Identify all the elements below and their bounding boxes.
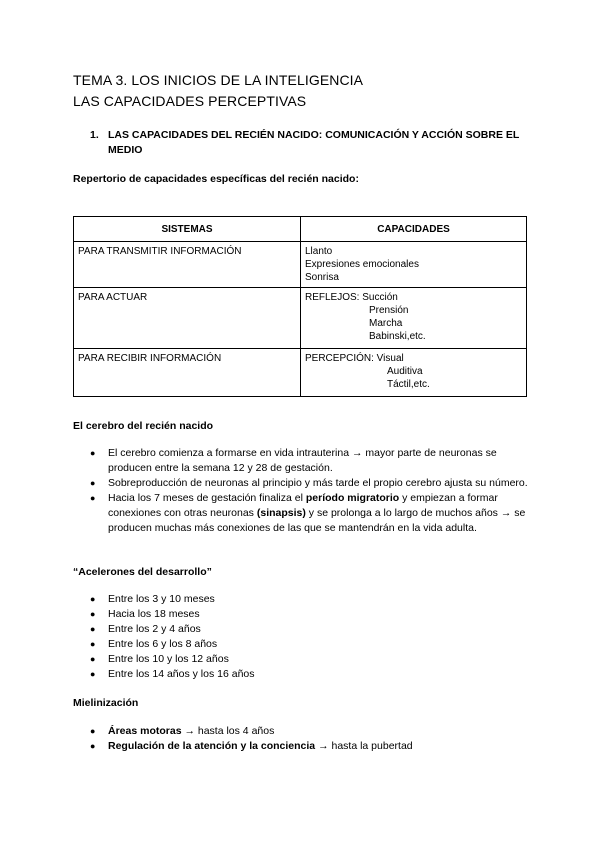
bullet-icon: ● — [90, 609, 96, 619]
capacities-cell — [301, 288, 527, 349]
bullet-icon: ● — [90, 741, 96, 751]
mielinizacion-heading: Mielinización — [73, 697, 139, 709]
cerebro-heading: El cerebro del recién nacido — [73, 420, 214, 432]
table-row — [74, 242, 527, 288]
list-item-text: Hacia los 7 meses de gestación finaliza el — [108, 492, 306, 504]
list-item-text: Entre los 6 y los 8 años — [108, 638, 218, 650]
bullet-icon: ● — [90, 726, 96, 736]
bold-term: (sinapsis) — [256, 507, 306, 519]
capacity-item: Expresiones emocionales — [305, 259, 419, 270]
list-item-text: El cerebro comienza a formarse en vida intrauterina → mayor parte de neuronas se producen entre la semana 12 y 28 de gestación. — [108, 447, 497, 474]
list-item-text: y empiezan a formar conexiones con otras neuronas — [108, 492, 498, 519]
list-item — [90, 724, 530, 739]
system-cell: PARA TRANSMITIR INFORMACIÓN — [74, 242, 301, 288]
acelerones-list — [90, 592, 530, 682]
list-item-text: → hasta la pubertad — [315, 740, 413, 752]
list-item-text: Entre los 10 y los 12 años — [108, 653, 229, 665]
capacity-item: Llanto — [305, 246, 333, 257]
bullet-icon: ● — [90, 478, 96, 488]
bullet-icon: ● — [90, 639, 96, 649]
list-item-text: Entre los 14 años y los 16 años — [108, 668, 255, 680]
list-item-text: Entre los 3 y 10 meses — [108, 593, 215, 605]
list-item-text: Hacia los 18 meses — [108, 608, 200, 620]
capacity-item: Babinski,etc. — [369, 331, 426, 342]
section-1-heading — [90, 128, 530, 158]
acelerones-heading: “Acelerones del desarrollo” — [73, 566, 212, 578]
list-item-text: → hasta los 4 años — [181, 725, 275, 737]
bullet-icon: ● — [90, 624, 96, 634]
capacity-item: Auditiva — [387, 366, 423, 377]
capacity-item: Prensión — [369, 305, 409, 316]
bullet-icon: ● — [90, 448, 96, 458]
list-item — [90, 607, 530, 622]
bold-term: Regulación de la atención y la conciencia — [108, 740, 316, 752]
section-number: 1. — [90, 129, 99, 141]
list-item-text: y se prolonga a lo largo de muchos años → se producen muchas más conexiones de las que se mantendrán en la vida adulta. — [108, 507, 526, 534]
table-row — [74, 349, 527, 397]
document-subtitle: LAS CAPACIDADES PERCEPTIVAS — [73, 93, 307, 109]
list-item — [90, 622, 530, 637]
table-row — [74, 288, 527, 349]
capacities-cell — [301, 242, 527, 288]
bullet-icon: ● — [90, 493, 96, 503]
list-item-text: Entre los 2 y 4 años — [108, 623, 201, 635]
list-item — [90, 491, 530, 536]
bullet-icon: ● — [90, 594, 96, 604]
capacity-item: REFLEJOS: Succión — [305, 292, 398, 303]
system-cell: PARA RECIBIR INFORMACIÓN — [74, 349, 301, 397]
list-item-text: Sobreproducción de neuronas al principio y más tarde el propio cerebro ajusta su número. — [108, 477, 528, 489]
capacity-item: Táctil,etc. — [387, 379, 430, 390]
bullet-icon: ● — [90, 654, 96, 664]
list-item — [90, 739, 530, 754]
section-title: LAS CAPACIDADES DEL RECIÉN NACIDO: COMUNICACIÓN Y ACCIÓN SOBRE EL MEDIO — [108, 129, 520, 156]
list-item — [90, 637, 530, 652]
list-item — [90, 652, 530, 667]
repertorio-heading: Repertorio de capacidades específicas del recién nacido: — [73, 173, 359, 185]
header-sistemas: SISTEMAS — [74, 217, 301, 242]
list-item — [90, 446, 530, 476]
capacity-item: Marcha — [369, 318, 403, 329]
bold-term: Áreas motoras — [108, 725, 182, 737]
system-cell: PARA ACTUAR — [74, 288, 301, 349]
list-item — [90, 592, 530, 607]
bold-term: período migratorio — [305, 492, 400, 504]
capacity-item: Sonrisa — [305, 272, 339, 283]
list-item — [90, 476, 530, 491]
capacities-cell — [301, 349, 527, 397]
capacities-table — [73, 216, 527, 397]
list-item — [90, 667, 530, 682]
bullet-icon: ● — [90, 669, 96, 679]
cerebro-list — [90, 446, 530, 536]
table-header-row — [74, 217, 527, 242]
document-title: TEMA 3. LOS INICIOS DE LA INTELIGENCIA — [73, 72, 364, 88]
mielinizacion-list — [90, 724, 530, 754]
header-capacidades: CAPACIDADES — [301, 217, 527, 242]
capacity-item: PERCEPCIÓN: Visual — [305, 353, 404, 364]
